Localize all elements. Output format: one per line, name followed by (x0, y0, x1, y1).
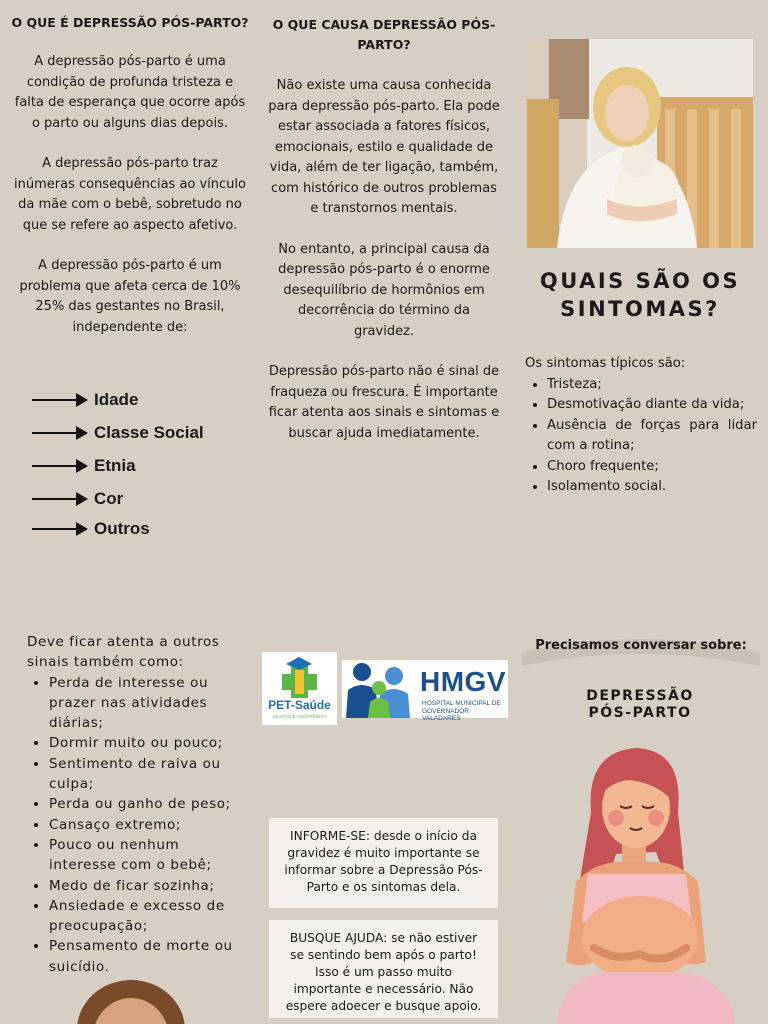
list-item: • Medo de ficar sozinha; (49, 876, 237, 896)
what-is-paragraph-2: A depressão pós-parto traz inúmeras consequências ao vínculo da mãe com o bebê, sobretudo no que se refere ao aspecto afetivo. (14, 156, 246, 233)
section-heading-causes: O QUE CAUSA DEPRESSÃO PÓS-PARTO? (272, 17, 496, 52)
causes-paragraph-1: Não existe uma causa conhecida para depressão pós-parto. Ela pode estar associada a fatores físicos, emocionais, estilo e qualidade de vida, além de ter ligação, também, com histórico de outros problemas e transtornos mentais. (268, 78, 500, 216)
cover-banner (518, 630, 764, 668)
cover-title-line: DEPRESSÃO (586, 688, 694, 704)
list-item: • Perda ou ganho de peso; (49, 794, 237, 814)
pet-saude-logo (262, 652, 337, 725)
list-item: • Sentimento de raiva ou culpa; (49, 754, 237, 795)
factor-item (32, 487, 123, 511)
family-people-icon (342, 660, 416, 718)
hmgv-logo (342, 660, 508, 722)
factor-item (32, 454, 136, 478)
hmgv-name: HMGV (420, 666, 506, 697)
list-item: • Dormir muito ou pouco; (49, 733, 237, 753)
causes-text (268, 76, 500, 444)
pet-saude-subtitle: GESTÃO E ASSISTÊNCIA (272, 714, 327, 719)
factor-label: Outros (94, 519, 150, 538)
list-item: • Perda de interesse ou prazer nas atividades diárias; (49, 673, 237, 734)
hmgv-subtitle: GOVERNADOR VALADARES (422, 708, 469, 722)
cover-title-line: PÓS-PARTO (588, 705, 692, 721)
list-item: • Ausência de forças para lidar com a rotina; (547, 416, 757, 457)
list-item: • Choro frequente; (547, 457, 757, 478)
symptoms-title (525, 267, 755, 323)
help-box: BUSQUE AJUDA: se não estiver se sentindo bem após o parto! Isso é um passo muito importante e necessário. Não espere adoecer e busque apoio. (269, 920, 498, 1018)
factor-label: Cor (94, 489, 124, 508)
factor-item (32, 388, 138, 412)
list-item: • Isolamento social. (547, 477, 757, 498)
other-signs-list (27, 632, 237, 977)
factor-label: Etnia (94, 456, 136, 475)
list-item: • Ansiedade e excesso de preocupação; (49, 896, 237, 937)
arrow-right-icon (32, 432, 86, 434)
symptoms-list (525, 354, 757, 498)
list-item: • Pensamento de morte ou suicídio. (49, 936, 237, 977)
hmgv-subtitle: HOSPITAL MUNICIPAL DE (422, 700, 501, 707)
section-heading-what-is: O QUE É DEPRESSÃO PÓS-PARTO? (11, 15, 249, 30)
arrow-right-icon (32, 465, 86, 467)
list-item: • Pouco ou nenhum interesse com o bebê; (49, 835, 237, 876)
woman-portrait-photo (72, 978, 190, 1024)
causes-paragraph-3: Depressão pós-parto não é sinal de fraqueza ou frescura. É importante ficar atenta aos sinais e sintomas e buscar ajuda imediatamente. (268, 364, 500, 441)
other-signs-intro: Deve ficar atenta a outros sinais também como: (27, 634, 220, 671)
symptoms-title-line: QUAIS SÃO OS (539, 269, 741, 293)
pregnant-woman-illustration (536, 742, 748, 1024)
what-is-text (14, 52, 246, 338)
factor-item (32, 517, 150, 541)
what-is-paragraph-3: A depressão pós-parto é um problema que afeta cerca de 10% 25% das gestantes no Brasil, independente de: (19, 258, 241, 335)
symptoms-title-line: SINTOMAS? (560, 297, 720, 321)
factor-label: Idade (94, 390, 139, 409)
arrow-right-icon (32, 498, 86, 500)
pet-cross-icon (262, 652, 337, 702)
list-item: • Tristeza; (547, 375, 757, 396)
pet-saude-name: PET-Saúde (268, 698, 331, 712)
what-is-paragraph-1: A depressão pós-parto é uma condição de profunda tristeza e falta de esperança que ocorre após o parto ou alguns dias depois. (14, 54, 246, 131)
cover-banner-text: Precisamos conversar sobre: (535, 638, 747, 653)
mother-baby-photo (527, 39, 753, 248)
cover-title (560, 688, 720, 722)
factor-item (32, 421, 204, 445)
symptoms-intro: Os sintomas típicos são: (525, 356, 686, 371)
arrow-right-icon (32, 399, 86, 401)
list-item: • Desmotivação diante da vida; (547, 395, 757, 416)
factor-label: Classe Social (94, 423, 204, 442)
inform-box: INFORME-SE: desde o início da gravidez é muito importante se informar sobre a Depressão Pós-Parto e os sintomas dela. (269, 818, 498, 908)
list-item: • Cansaço extremo; (49, 815, 237, 835)
causes-paragraph-2: No entanto, a principal causa da depressão pós-parto é o enorme desequilíbrio de hormônios em decorrência do término da gravidez. (278, 241, 490, 339)
arrow-right-icon (32, 528, 86, 530)
